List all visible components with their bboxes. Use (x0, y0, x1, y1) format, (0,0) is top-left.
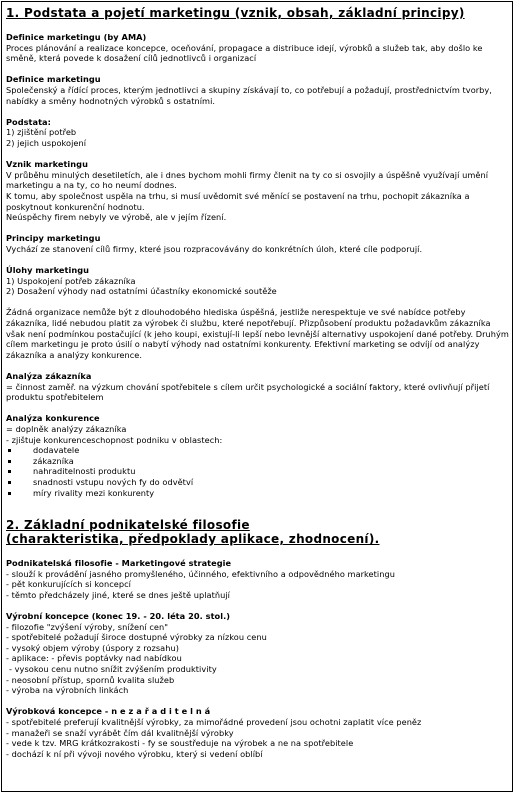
heading-2-line-1: 2. Základní podnikatelské filosofie (6, 518, 250, 533)
text-line: 1) Uspokojení potřeb zákazníka (6, 275, 136, 286)
section-title: Výrobní koncepce (konec 19. - 20. léta 20. stol.) (6, 611, 231, 622)
text-line: 2) Dosažení výhody nad ostatními účastníky ekonomické soutěže (6, 286, 277, 297)
text-line: - dochází k ní při vývoji nového výrobku, který si vedení oblíbí (6, 748, 263, 759)
section-title: Definice marketingu (6, 74, 101, 85)
section-title: Analýza konkurence (6, 413, 100, 424)
bullet-text: dodavatele (33, 445, 80, 456)
section-title: Výrobková koncepce - n e z a ř a d i t e l n á (6, 706, 211, 717)
section (6, 265, 510, 297)
spacer (6, 498, 510, 518)
section (6, 32, 510, 64)
text-line: 2) jejich uspokojení (6, 137, 87, 148)
text-line: - vede k tzv. MRG krátkozrakosti - fy se soustředuje na výrobek a ne na spotřebitele (6, 738, 354, 749)
bullet-text: nahraditelnosti produktu (33, 466, 136, 477)
text-line: - výroba na výrobních linkách (6, 685, 129, 696)
text-line: = doplněk analýzy zákazníka (6, 423, 127, 434)
section (6, 611, 510, 696)
text-line: Proces plánování a realizace koncepce, oceňování, propagace a distribuce idejí, výrobků a služeb tak, aby došlo ke směně, která povede k dosažení cílů jednotlivců i organizací (6, 42, 483, 64)
bullet-text: snadnosti vstupu nových fy do odvětví (33, 476, 194, 487)
document-page (1, 1, 513, 792)
part-2-sections (6, 558, 510, 759)
section-title: Vznik marketingu (6, 159, 88, 170)
section (6, 159, 510, 223)
text-line: - spotřebitelé požadují široce dostupné výrobky za nízkou cenu (6, 632, 267, 643)
bullet-item (6, 466, 510, 477)
bullet-item (6, 445, 510, 456)
text-line: 1) zjištění potřeb (6, 127, 77, 138)
text-line: Žádná organizace nemůže být z dlouhodobého hlediska úspěšná, jestliže nerespektuje ve své nabídce potřeby zákazníka, lidé nebudou platit za výrobek či službu, které nepotřebují. Přizpůsobení produktu požadavkům zákazníka však není podmínkou postačující (k jeho koupi, existují-li lepší nebo levnější alternativy uspokojení dané potřeby. Druhým cílem marketingu je proto úsilí o nabytí výhody nad ostatními konkurenty. Efektivní marketing se odvíjí od analýzy zákazníka a analýzy konkurence. (6, 307, 509, 360)
section (6, 371, 510, 403)
section-title: Definice marketingu (by AMA) (6, 32, 147, 42)
bullet-marker (8, 449, 11, 452)
bullet-marker (8, 481, 11, 484)
section (6, 233, 510, 254)
section (6, 74, 510, 106)
text-line: - aplikace: - převis poptávky nad nabídkou (6, 653, 182, 664)
heading-2-line-2: (charakteristika, předpoklady aplikace, zhodnocení). (6, 532, 380, 547)
bullet-marker (8, 492, 11, 495)
text-line: - pět konkurujících si koncepcí (6, 579, 131, 590)
section-title: Analýza zákazníka (6, 371, 92, 381)
text-line: - vysoký objem výroby (úspory z rozsahu) (6, 642, 179, 653)
text-line: - těmto předcházely jiné, které se dnes ještě uplatňují (6, 589, 230, 600)
text-line: Vychází ze stanovení cílů firmy, které jsou rozpracovávány do konkrétních úloh, které cíle podporují. (6, 243, 423, 254)
text-line: V průběhu minulých desetiletích, ale i dnes bychom mohli firmy členit na ty co si osvojily a úspěšně využívají umění marketingu a na ty, co ho neumí dodnes. (6, 169, 489, 191)
text-line: Neúspěchy firem nebyly ve výrobě, ale v jejím řízení. (6, 212, 227, 223)
section (6, 307, 510, 360)
bullet-marker (8, 460, 11, 463)
section (6, 706, 510, 759)
text-line: - filozofie "zvýšení výroby, snížení cen" (6, 621, 169, 632)
text-line: - slouží k provádění jasného promyšleného, účinného, efektivního a odpovědného marketingu (6, 568, 395, 579)
bullet-item (6, 477, 510, 488)
bullet-text: míry rivality mezi konkurenty (33, 487, 155, 498)
section (6, 558, 510, 600)
section-title: Principy marketingu (6, 233, 101, 244)
text-line: = činnost zaměř. na výzkum chování spotřebitele s cílem určit psychologické a sociální faktory, které ovlivňují přijetí produktu spotřebitelem (6, 381, 490, 403)
section-title: Úlohy marketingu (6, 265, 90, 276)
bullet-item (6, 488, 510, 499)
text-line: - neosobní přístup, spornů kvalita služeb (6, 674, 175, 685)
text-line: - zjištuje konkurenceschopnost podniku v oblastech: (6, 434, 223, 445)
text-line: Společenský a řídící proces, kterým jednotlivci a skupiny získávají to, co potřebují a požadují, prostřednictvím tvorby, nabídky a směny hodnotných výrobků s ostatními. (6, 84, 492, 106)
section (6, 117, 510, 149)
bullet-marker (8, 470, 11, 473)
heading-1: 1. Podstata a pojetí marketingu (vznik, obsah, základní principy) (6, 6, 465, 20)
section-title: Podstata: (6, 116, 51, 127)
text-line: - spotřebitelé preferují kvalitnější výrobky, za mimořádné provedení jsou ochotni zaplatit více peněz (6, 717, 422, 728)
text-line: K tomu, aby společnost uspěla na trhu, si musí uvědomit své měnící se postavení na trhu, pochopit zákazníka a poskytnout konkurenční hodnotu. (6, 190, 470, 212)
document-content (6, 6, 510, 759)
bullet-item (6, 456, 510, 467)
part-1-sections (6, 32, 510, 403)
text-line: - manažeři se snaží vyrábět čím dál kvalitnější výrobky (6, 727, 234, 738)
bullet-text: zákazníka (33, 455, 74, 466)
text-line: - vysokou cenu nutno snížit zvýšením produktivity (9, 664, 217, 675)
section-konkurence (6, 413, 510, 498)
section-title: Podnikatelská filosofie - Marketingové strategie (6, 558, 232, 569)
